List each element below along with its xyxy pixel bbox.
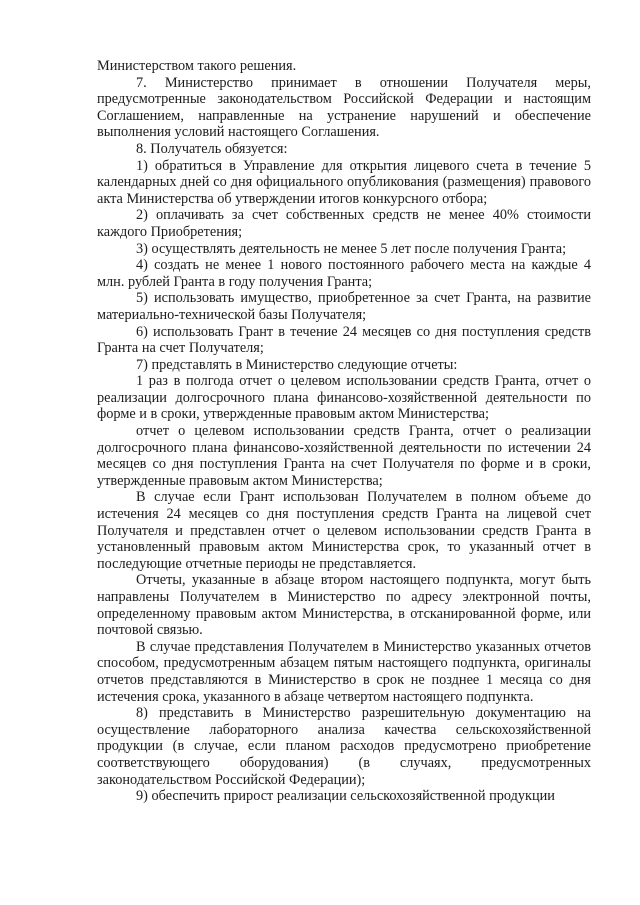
paragraph-item-7: 7) представлять в Министерство следующие отчеты:: [136, 356, 458, 373]
paragraph-full-use-case: В случае если Грант использован Получателем в полном объеме до истечения 24 месяцев со дня поступления средств Гранта на лицевой счет Получателя и представлен отчет о целевом использовании средств Гранта в установленный правовым актом Министерства срок, то указанный отчет в последующие отчетные периоды не представляется.: [97, 489, 591, 572]
paragraph-item-6: 6) использовать Грант в течение 24 месяцев со дня поступления средств Гранта на счет Получателя;: [97, 323, 591, 357]
paragraph-clause-7: 7. Министерство принимает в отношении Получателя меры, предусмотренные законодательством Российской Федерации и настоящим Соглашением, направленные на устранение нарушений и обеспечение выполнения условий настоящего Соглашения.: [97, 74, 591, 141]
paragraph-report-final: отчет о целевом использовании средств Гранта, отчет о реализации долгосрочного плана финансово-хозяйственной деятельности по истечении 24 месяцев со дня поступления Гранта на счет Получателя по форме и в сроки, утвержденные правовым актом Министерства;: [97, 423, 591, 489]
paragraph-item-1: 1) обратиться в Управление для открытия лицевого счета в течение 5 календарных дней со дня официального опубликования (размещения) правового акта Министерства об утверждении итогов конкурсного отбора;: [97, 157, 591, 207]
document-body: [97, 58, 591, 805]
paragraph-item-9: 9) обеспечить прирост реализации сельскохозяйственной продукции: [136, 788, 555, 805]
paragraph-item-2: 2) оплачивать за счет собственных средств не менее 40% стоимости каждого Приобретения;: [97, 207, 591, 240]
paragraph-reports-email: Отчеты, указанные в абзаце втором настоящего подпункта, могут быть направлены Получателем в Министерство по адресу электронной почты, определенному правовым актом Министерства, в отсканированной форме, или почтовой связью.: [97, 572, 591, 639]
paragraph-originals: В случае представления Получателем в Министерство указанных отчетов способом, предусмотренным абзацем пятым настоящего подпункта, оригиналы отчетов представляются в Министерство в срок не позднее 1 месяца со дня истечения срока, указанного в абзаце четвертом настоящего подпункта.: [97, 638, 591, 705]
paragraph-clause-8: 8. Получатель обязуется:: [136, 140, 288, 157]
paragraph-item-3: 3) осуществлять деятельность не менее 5 лет после получения Гранта;: [136, 240, 567, 257]
paragraph-item-8: 8) представить в Министерство разрешительную документацию на осуществление лабораторного анализа качества сельскохозяйственной продукции (в случае, если планом расходов предусмотрено приобретение соответствующего оборудования) (в случаях, предусмотренных законодательством Российской Федерации);: [97, 705, 591, 788]
paragraph-continuation: Министерством такого решения.: [97, 58, 297, 74]
paragraph-item-4: 4) создать не менее 1 нового постоянного рабочего места на каждые 4 млн. рублей Гранта в году получения Гранта;: [97, 257, 591, 290]
paragraph-report-semiannual: 1 раз в полгода отчет о целевом использовании средств Гранта, отчет о реализации долгосрочного плана финансово-хозяйственной деятельности по форме и в сроки, утвержденные правовым актом Министерства;: [97, 373, 591, 423]
paragraph-item-5: 5) использовать имущество, приобретенное за счет Гранта, на развитие материально-технической базы Получателя;: [97, 290, 591, 323]
